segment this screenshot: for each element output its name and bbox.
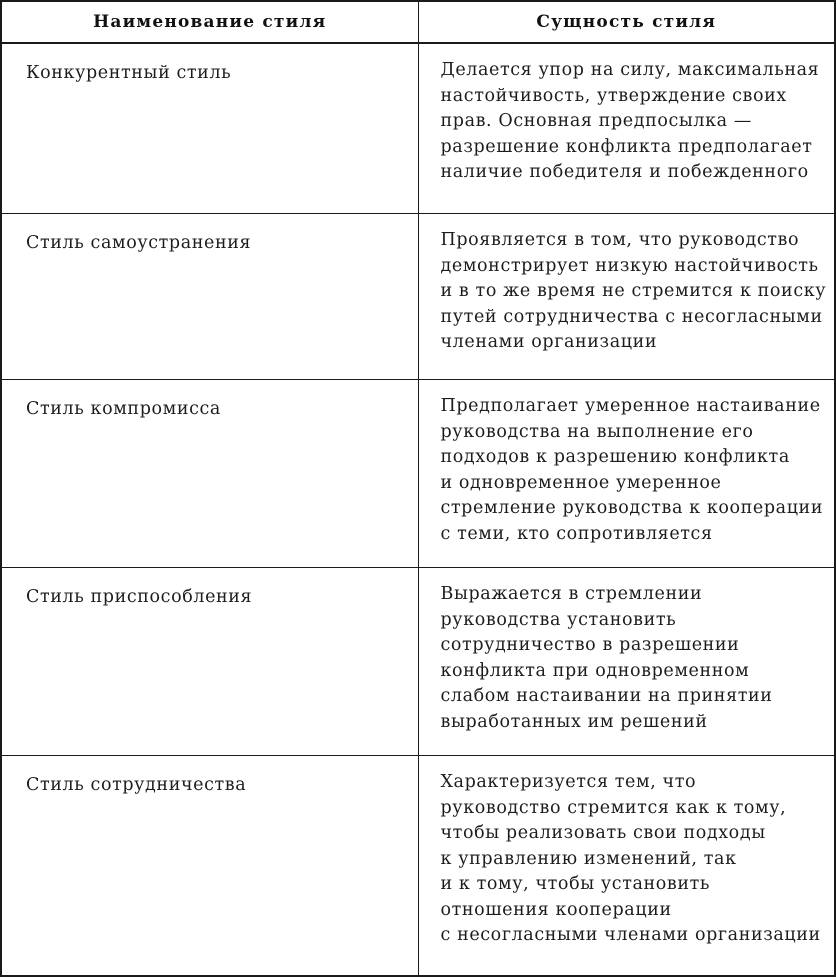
table-row bbox=[1, 380, 835, 568]
style-name-cell: Стиль сотрудничества bbox=[1, 756, 418, 977]
description-line: выработанных им решений bbox=[440, 711, 708, 732]
description-line: настойчивость, утверждение своих bbox=[440, 85, 787, 106]
style-description-cell bbox=[418, 380, 835, 568]
table-row bbox=[1, 756, 835, 977]
description-line: руководства на выполнение его bbox=[440, 421, 754, 442]
description-line: с теми, кто сопротивляется bbox=[440, 523, 713, 544]
description-line: Проявляется в том, что руководство bbox=[440, 230, 800, 250]
table-header bbox=[1, 1, 835, 43]
description-line: с несогласными членами организации bbox=[440, 925, 821, 945]
description-line: Предполагает умеренное настаивание bbox=[440, 396, 821, 416]
description-line: стремление руководства к кооперации bbox=[440, 498, 824, 518]
description-line: и в то же время не стремится к поиску bbox=[440, 281, 827, 301]
style-description-cell bbox=[418, 756, 835, 977]
style-name-cell: Стиль самоустранения bbox=[1, 214, 418, 380]
style-name-cell: Стиль компромисса bbox=[1, 380, 418, 568]
table-body bbox=[1, 43, 835, 976]
description-line: разрешение конфликта предполагает bbox=[440, 136, 813, 157]
table-row bbox=[1, 214, 835, 380]
description-line: конфликта при одновременном bbox=[440, 660, 750, 681]
description-line: прав. Основная предпосылка — bbox=[440, 111, 752, 131]
header-style-name: Наименование стиля bbox=[1, 1, 418, 43]
style-description-cell bbox=[418, 43, 835, 214]
description-line: демонстрирует низкую настойчивость bbox=[440, 255, 819, 276]
description-line: и одновременное умеренное bbox=[440, 472, 722, 493]
description-line: и к тому, чтобы установить bbox=[440, 874, 711, 894]
table-row bbox=[1, 568, 835, 756]
style-description-cell bbox=[418, 214, 835, 380]
table-row bbox=[1, 43, 835, 214]
description-line: отношения кооперации bbox=[440, 899, 672, 920]
description-line: подходов к разрешению конфликта bbox=[440, 447, 790, 467]
style-description-cell bbox=[418, 568, 835, 756]
header-row bbox=[1, 1, 835, 43]
description-line: сотрудничество в разрешении bbox=[440, 635, 740, 655]
description-line: членами организации bbox=[440, 332, 658, 352]
style-name-cell: Конкурентный стиль bbox=[1, 43, 418, 214]
description-line: к управлению изменений, так bbox=[440, 848, 737, 869]
description-line: путей сотрудничества с несогласными bbox=[440, 306, 823, 327]
description-line: слабом настаивании на принятии bbox=[440, 686, 773, 706]
description-line: чтобы реализовать свои подходы bbox=[440, 823, 766, 843]
description-line: руководство стремится как к тому, bbox=[440, 797, 787, 818]
description-line: Характеризуется тем, что bbox=[440, 772, 697, 792]
description-line: Выражается в стремлении bbox=[440, 584, 703, 604]
description-line: руководства установить bbox=[440, 609, 677, 630]
style-name-cell: Стиль приспособления bbox=[1, 568, 418, 756]
description-line: наличие победителя и побежденного bbox=[440, 162, 809, 182]
description-line: Делается упор на силу, максимальная bbox=[440, 60, 820, 80]
header-style-essence: Сущность стиля bbox=[418, 1, 835, 43]
